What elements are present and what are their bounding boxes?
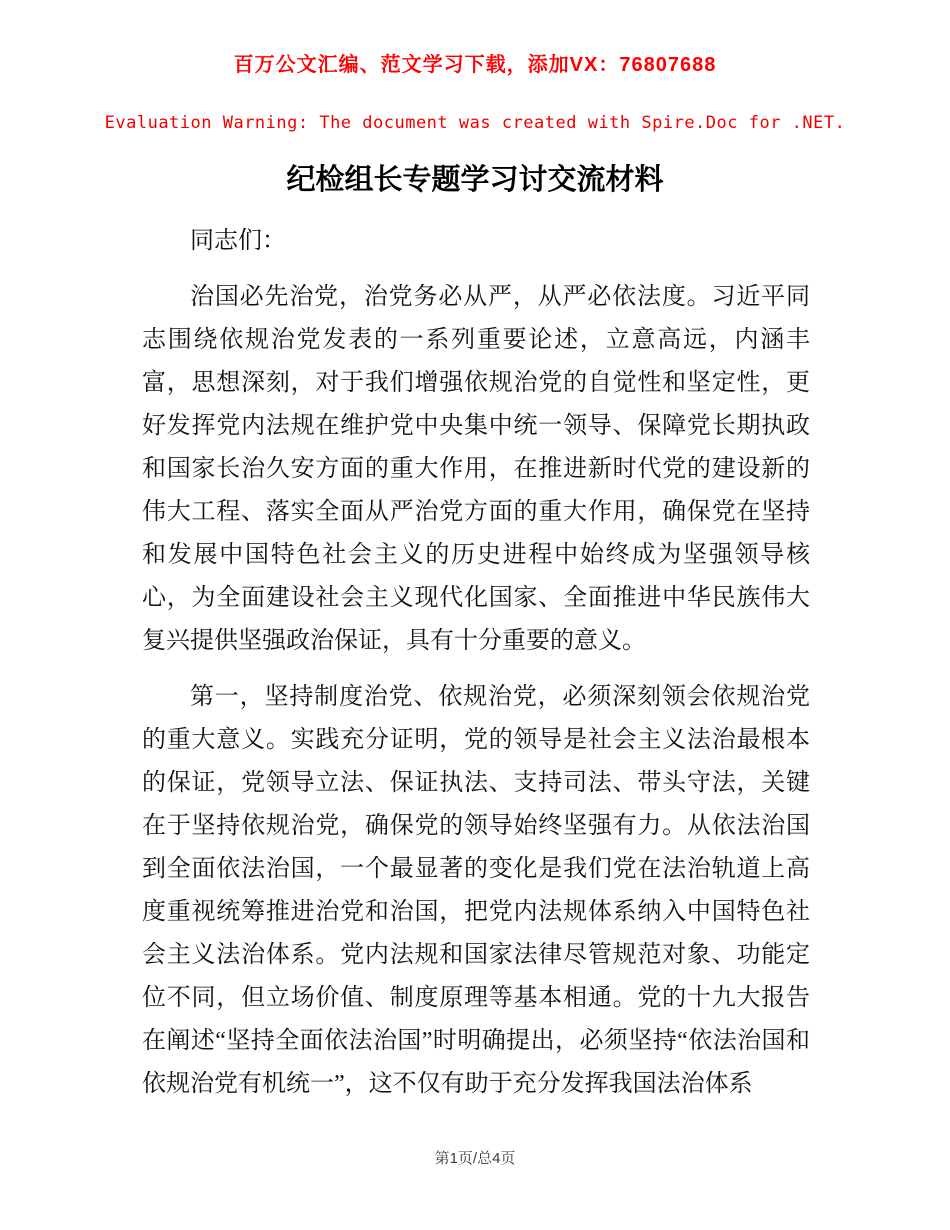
evaluation-warning-text: Evaluation Warning: The document was created with Spire.Doc for .NET. [104, 113, 846, 133]
promo-banner: 百万公文汇编、范文学习下载，添加VX：76807688 [233, 54, 717, 76]
page-footer [0, 1147, 950, 1168]
body-paragraph-2: 第一，坚持制度治党、依规治党，必须深刻领会依规治党的重大意义。实践充分证明，党的领导是社会主义法治最根本的保证，党领导立法、保证执法、支持司法、带头守法，关键在于坚持依规治党，确保党的领导始终坚强有力。从依法治国到全面依法治国，一个最显著的变化是我们党在法治轨道上高度重视统筹推进治党和治国，把党内法规体系纳入中国特色社会主义法治体系。党内法规和国家法律尽管规范对象、功能定位不同，但立场价值、制度原理等基本相通。党的十九大报告在阐述“坚持全面依法治国”时明确提出，必须坚持“依法治国和依规治党有机统一”，这不仅有助于充分发挥我国法治体系 [142, 684, 810, 1097]
page-number-label: 第1页/总4页 [434, 1150, 516, 1167]
salutation-paragraph: 同志们： [190, 228, 286, 254]
document-title: 纪检组长专题学习讨交流材料 [286, 164, 664, 196]
document-body [142, 220, 810, 1106]
body-paragraph-1: 治国必先治党，治党务必从严，从严必依法度。习近平同志围绕依规治党发表的一系列重要论述，立意高远，内涵丰富，思想深刻，对于我们增强依规治党的自觉性和坚定性，更好发挥党内法规在维护党中央集中统一领导、保障党长期执政和国家长治久安方面的重大作用，在推进新时代党的建设新的伟大工程、落实全面从严治党方面的重大作用，确保党在坚持和发展中国特色社会主义的历史进程中始终成为坚强领导核心，为全面建设社会主义现代化国家、全面推进中华民族伟大复兴提供坚强政治保证，具有十分重要的意义。 [142, 284, 810, 654]
